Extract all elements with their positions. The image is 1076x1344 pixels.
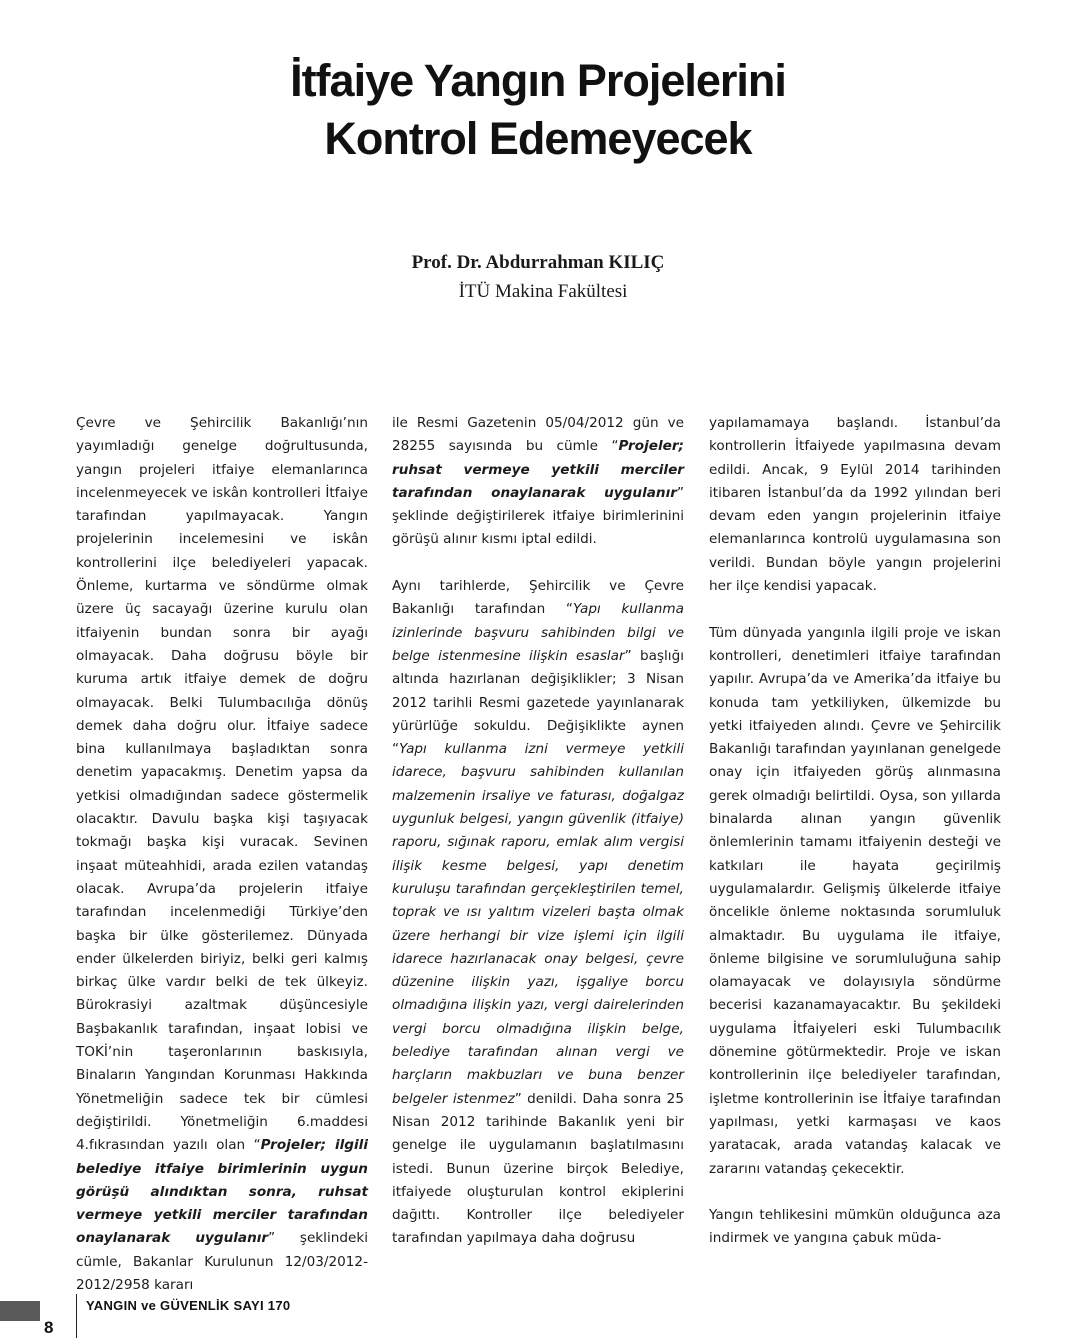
quoted-regulation-text: Projeler; ilgili belediye itfaiye birimlerinin uygun görüşü alındıktan sonra, ruhsat vermeye yetkili merciler tarafından onaylanarak uygulanır xyxy=(76,1137,368,1247)
paragraph-text: Aynı tarihlerde, Şehircilik ve Çevre Bakanlığı tarafından “ xyxy=(392,578,684,618)
paragraph: yapılamamaya başlandı. İstanbul’da kontrollerin İtfaiyede yapılmasına devam edildi. Ancak, 9 Eylül 2014 tarihinden itibaren İstanbul’da da 1992 yılından beri devam eden yangın projelerinin itfaiye elemanlarınca kontrolü uygulamasına son verildi. Bundan böyle yangın projelerini her ilçe kendisi yapacak. xyxy=(709,415,1001,595)
paragraph: Yangın tehlikesini mümkün olduğunca aza indirmek ve yangına çabuk müda- xyxy=(709,1207,1001,1247)
author-affiliation: İTÜ Makina Fakültesi xyxy=(458,281,628,302)
footer-divider xyxy=(76,1294,77,1338)
page-number: 8 xyxy=(44,1318,54,1337)
paragraph-text: ” şeklindeki cümle, Bakanlar Kurulunun 12/03/2012-2012/2958 kararı xyxy=(76,1230,368,1293)
paragraph-text: ” denildi. Daha sonra 25 Nisan 2012 tarihinde Bakanlık yeni bir genelge ile uygulamanın başlatılmasını istedi. Bunun üzerine birçok Belediye, itfaiyede oluşturulan kontrol ekiplerini dağıttı. Kontroller ilçe belediyeler tarafından yapılmaya daha doğrusu xyxy=(392,1090,684,1247)
footer-bar xyxy=(0,1301,40,1321)
quoted-regulation-text: Projeler; ruhsat vermeye yetkili merciler tarafından onaylanarak uygulanır xyxy=(392,438,684,501)
author-name: Prof. Dr. Abdurrahman KILIÇ xyxy=(411,252,665,273)
title-line-1: İtfaiye Yangın Projelerini xyxy=(290,55,786,106)
quoted-regulation-text: Yapı kullanma izni vermeye yetkili idarece, başvuru sahibinden kullanılan malzemenin irsaliye ve faturası, doğalgaz uygunluk belgesi, yangın güvenlik (itfaiye) raporu, sığınak raporu, emlak alım vergisi ilişik kesme belgesi, yapı denetim kuruluşu tarafından gerçekleştirilen temel, toprak ve ısı yalıtım vizeleri başta olmak üzere herhangi bir vize işlemi için ilgili idarece hazırlanacak onay belgesi, çevre düzenine ilişkin yazı, işgaliye borcu olmadığına ilişkin yazı, vergi dairelerinden vergi borcu olmadığına ilişkin belge, belediye tarafından alınan vergi ve harçların makbuzları ve buna benzer belgeler istenmez xyxy=(392,741,684,1107)
paragraph xyxy=(392,412,684,552)
paragraph: Tüm dünyada yangınla ilgili proje ve iskan kontrolleri, denetimleri itfaiye tarafından yapılır. Avrupa’da ve Amerika’da itfaiye bu konuda tam yetkiliyken, ülkemizde bu yetki itfaiyeden alındı. Çevre ve Şehircilik Bakanlığı tarafından yayınlanan genelgede onay için itfaiyeden görüş alınmasına gerek olmadığı belirtildi. Oysa, son yıllarda binalarda alınan yangın güvenlik önlemlerinin tamamı itfaiyenin desteği ve katkıları ile hayata geçirilmiş uygulamalardır. Gelişmiş ülkelerde itfaiye öncelikle önleme noktasında sorumluluk almaktadır. Bu uygulama ile itfaiye, önleme bilgisine ve sorumluluğuna sahip olamayacak ve dolayısıyla söndürme becerisi kazanamayacaktır. Bu şekildeki uygulama İtfaiyeleri eski Tulumbacılık dönemine götürmektedir. Proje ve iskan kontrollerinin ilçe belediyeler tarafından, işletme kontrollerinin ise İtfaiye tarafından yapılması, yetki karmaşası ve kaos yaratacak, arada vatandaş kalacak ve zararını vatandaş çekecektir. xyxy=(709,624,1001,1177)
paragraph xyxy=(76,412,368,1297)
paragraph-text: Çevre ve Şehircilik Bakanlığı’nın yayımladığı genelge doğrultusunda, yangın projeleri itfaiye elemanlarınca incelenmeyecek ve iskân kontrolleri İtfaiye tarafından yapılmayacak. Yangın projelerinin incelemesini ve iskân kontrollerini ilçe belediyeleri yapacak. Önleme, kurtarma ve söndürme olmak üzere üç sacayağı üzerine kurulu olan itfaiyenin bundan sonra bir ayağı olmayacak. Daha doğrusu böyle bir kuruma artık itfaiye demek de doğru olmayacak. Belki Tulumbacılığa dönüş demek daha doğru olur. İtfaiye sadece bina kullanılmaya başladıktan sonra denetim yapacakmış. Denetim yapsa da yetkisi olmadığından sadece göstermelik olacaktır. Davulu başka kişi taşıyacak tokmağı başka kişi vuracak. Sevinen inşaat müteahhidi, arada ezilen vatandaş olacak. Avrupa’da projelerin itfaiye tarafından incelenmediği Türkiye’den başka bir ülke gösterilemez. Dünyada ender ülkelerden biriyiz, belki geri kalmış birkaç ülke vardır belki de tek ülkeyiz. Bürokrasiyi azaltmak düşüncesiyle Başbakanlık tarafından, inşaat lobisi ve TOKİ’nin taşeronlarının baskısıyla, Binaların Yangından Korunması Hakkında Yönetmeliğin sadece tek bir cümlesi değiştirildi. Yönetmeliğin 6.maddesi 4.fıkrasından yazılı olan “ xyxy=(76,415,368,1154)
paragraph-text: ” başlığı altında hazırlanan değişiklikler; 3 Nisan 2012 tarihli Resmi gazetede yayınlanarak yürürlüğe sokuldu. Değişiklikte aynen “ xyxy=(392,647,684,758)
journal-name: YANGIN ve GÜVENLİK SAYI 170 xyxy=(86,1298,291,1313)
article-title xyxy=(0,52,1076,168)
quoted-title-text: Yapı kullanma izinlerinde başvuru sahibinden bilgi ve belge istenmesine ilişkin esaslar xyxy=(392,601,684,664)
text-column-3 xyxy=(709,412,1001,1274)
text-column-1 xyxy=(76,412,368,1321)
text-column-2 xyxy=(392,412,684,1274)
title-line-2: Kontrol Edemeyecek xyxy=(324,113,752,164)
paragraph-text: ile Resmi Gazetenin 05/04/2012 gün ve 28255 sayısında bu cümle “ xyxy=(392,415,684,455)
paragraph xyxy=(392,575,684,1251)
paragraph-text: ” şeklinde değiştirilerek itfaiye birimlerinini görüşü alınır kısmı iptal edildi. xyxy=(392,484,684,548)
